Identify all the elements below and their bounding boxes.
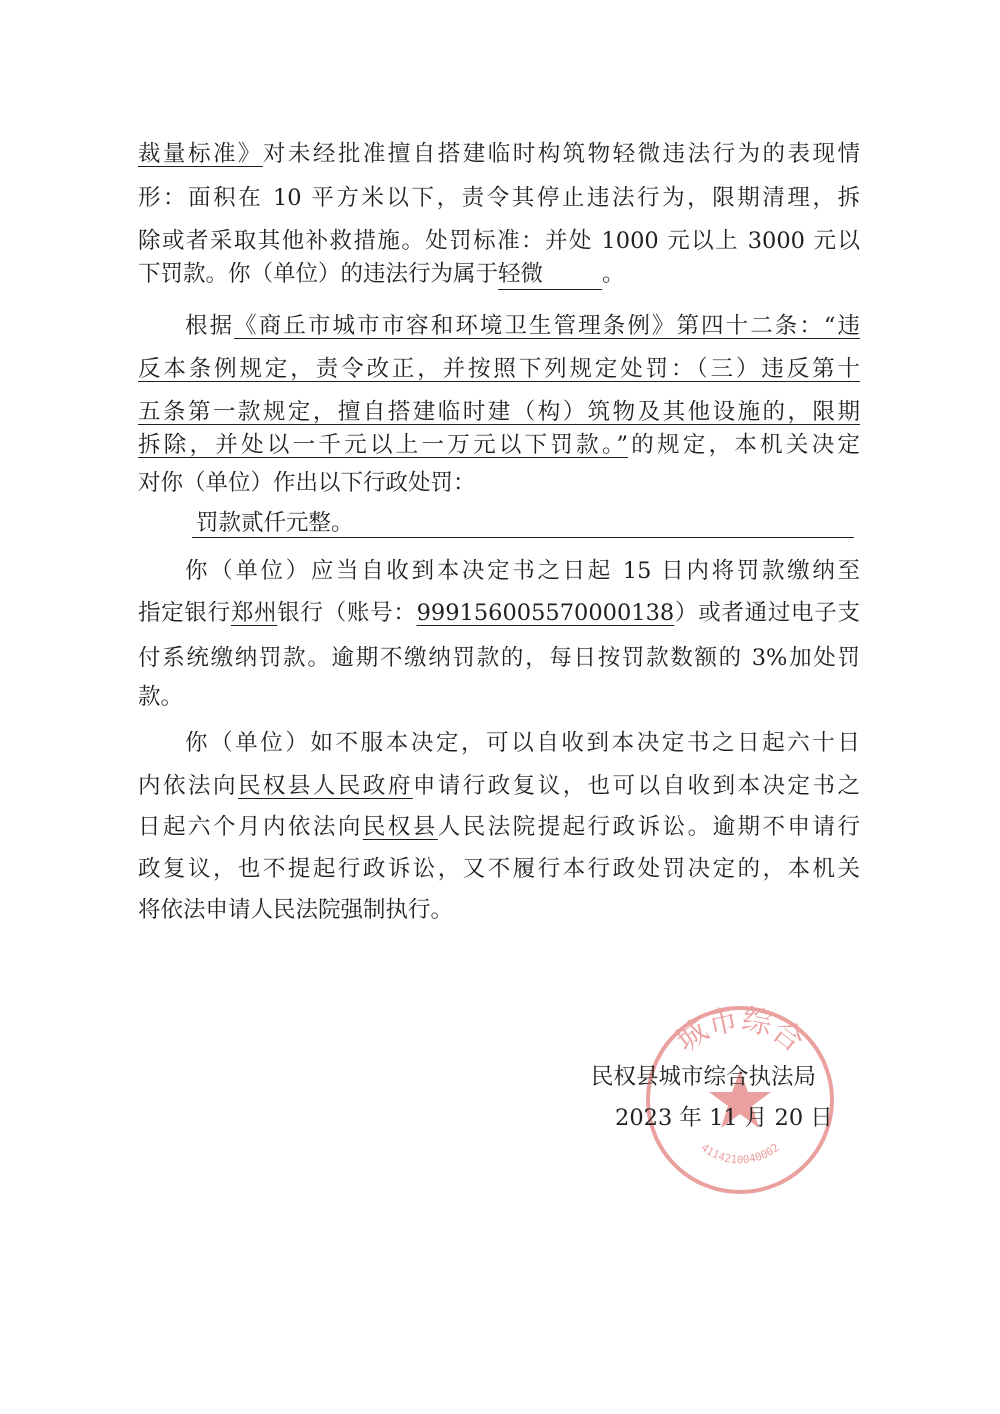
penalty-line [192, 503, 854, 538]
body-line [138, 806, 860, 848]
body-line: 付系统缴纳罚款。逾期不缴纳罚款的，每日按罚款数额的 3%加处罚 [138, 645, 860, 671]
body-line: 形：面积在 10 平方米以下，责令其停止违法行为，限期清理，拆 [138, 185, 860, 211]
text-span: 银行（账号： [277, 600, 417, 626]
body-line [138, 592, 860, 634]
underlined-text: 民权县人民政府 [237, 773, 413, 799]
text-span: 下罚款。你（单位）的违法行为属于 [138, 261, 499, 287]
issue-date: 2023 年 11 月 20 日 [615, 1105, 833, 1131]
text-span: 日起六个月内依法向 [138, 814, 363, 840]
body-line [138, 765, 860, 807]
body-line: 将依法申请人民法院强制执行。 [138, 897, 454, 923]
text-span: 人民法院提起行政诉讼。逾期不申请行 [437, 814, 860, 840]
issuing-authority: 民权县城市综合执法局 [591, 1064, 817, 1090]
underlined-text: 《商丘市城市市容和环境卫生管理条例》第四十二条：“违 [234, 313, 860, 339]
body-line: 你（单位）应当自收到本决定书之日起 15 日内将罚款缴纳至 [185, 558, 860, 584]
underlined-text: 拆除，并处以一千元以上一万元以下罚款。” [138, 432, 628, 458]
body-line: 除或者采取其他补救措施。处罚标准：并处 1000 元以上 3000 元以 [138, 228, 860, 254]
text-span: 的规定，本机关决定 [628, 432, 860, 458]
seal-text: 城市综合 [670, 1003, 810, 1059]
underlined-text: 五条第一款规定，擅自搭建临时建（构）筑物及其他设施的，限期 [138, 399, 860, 425]
underlined-text: 反本条例规定，责令改正，并按照下列规定处罚：（三）违反第十 [138, 356, 860, 382]
body-line: 你（单位）如不服本决定，可以自收到本决定书之日起六十日 [185, 730, 860, 756]
body-line: 对你（单位）作出以下行政处罚： [138, 470, 476, 496]
severity-field: 轻微 [498, 259, 602, 290]
body-line: 款。 [138, 684, 184, 710]
underlined-text: 民权县 [362, 814, 438, 840]
body-line: 政复议，也不提起行政诉讼，又不履行本行政处罚决定的，本机关 [138, 856, 860, 882]
text-span: 指定银行 [138, 600, 231, 626]
text-span: 内依法向 [138, 773, 238, 799]
text-span: 根据 [185, 313, 235, 339]
text-span: 申请行政复议，也可以自收到本决定书之 [412, 773, 860, 799]
underlined-text: 裁量标准》 [138, 141, 263, 167]
seal-number: 4114210040002 [698, 1141, 782, 1167]
body-line [138, 253, 860, 295]
text-span: 。 [602, 261, 625, 287]
penalty-text: 罚款贰仟元整。 [196, 510, 354, 536]
body-line [138, 348, 860, 390]
body-line [138, 133, 860, 175]
body-line [138, 424, 860, 466]
bank-name: 郑州 [230, 600, 278, 626]
body-line [185, 305, 860, 347]
account-number: 999156005570000138 [416, 600, 675, 626]
text-span: ）或者通过电子支 [674, 600, 860, 626]
text-span: 对未经批准擅自搭建临时构筑物轻微违法行为的表现情 [262, 141, 860, 167]
